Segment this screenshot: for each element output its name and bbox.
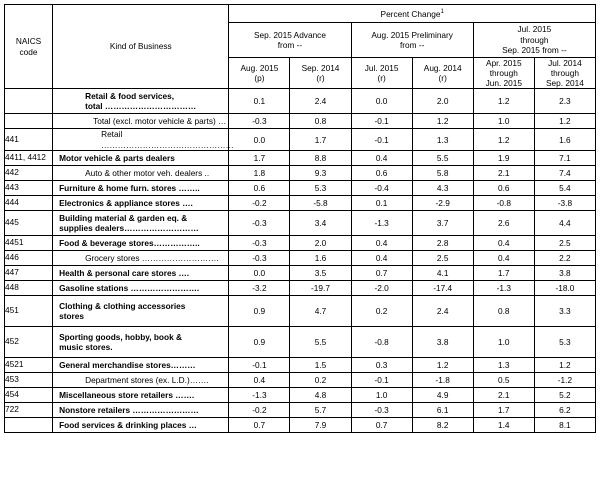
column-header-naics-code xyxy=(5,5,53,89)
kind-of-business-line: General merchandise stores……… xyxy=(59,359,196,370)
kind-of-business-line: Nonstore retailers …………………… xyxy=(59,404,199,415)
naics-code-cell: 448 xyxy=(5,281,53,296)
naics-code-cell: 452 xyxy=(5,327,53,358)
naics-code-cell xyxy=(5,418,53,433)
value-cell: 7.9 xyxy=(290,418,351,433)
value-cell: 2.1 xyxy=(473,388,534,403)
table-row xyxy=(5,89,596,114)
value-cell: 2.0 xyxy=(412,89,473,114)
value-cell: 2.0 xyxy=(290,236,351,251)
value-cell: 3.4 xyxy=(290,211,351,236)
table-row xyxy=(5,181,596,196)
column-header-aug-2015-p xyxy=(229,58,290,89)
value-cell: -0.2 xyxy=(229,403,290,418)
value-cell: 3.8 xyxy=(534,266,595,281)
table-row xyxy=(5,251,596,266)
value-cell: 8.2 xyxy=(412,418,473,433)
value-cell: 0.0 xyxy=(229,266,290,281)
kind-of-business-line: Miscellaneous store retailers ……. xyxy=(59,389,195,400)
value-cell: 2.8 xyxy=(412,236,473,251)
value-cell: 5.8 xyxy=(412,166,473,181)
value-cell: 6.1 xyxy=(412,403,473,418)
value-cell: 9.3 xyxy=(290,166,351,181)
sub-line3: Jun. 2015 xyxy=(485,78,523,89)
value-cell: 1.6 xyxy=(290,251,351,266)
kind-of-business-line: Retail & food services, xyxy=(85,90,175,101)
sub-line2: (r) xyxy=(438,73,447,84)
value-cell: 5.3 xyxy=(290,181,351,196)
kind-of-business-cell xyxy=(53,266,229,281)
value-cell: 2.2 xyxy=(534,251,595,266)
value-cell: 1.2 xyxy=(412,114,473,129)
value-cell: -0.1 xyxy=(229,358,290,373)
value-cell: 2.4 xyxy=(290,89,351,114)
kind-of-business-cell xyxy=(53,281,229,296)
kind-of-business-line: Auto & other motor veh. dealers .. xyxy=(85,167,210,178)
sub-line1: Aug. 2014 xyxy=(423,63,462,74)
sub-line2: (r) xyxy=(377,73,386,84)
sub-line2: (r) xyxy=(316,73,325,84)
value-cell: 0.6 xyxy=(229,181,290,196)
kind-of-business-cell xyxy=(53,236,229,251)
value-cell: -0.1 xyxy=(351,114,412,129)
table-body xyxy=(5,89,596,433)
table-row xyxy=(5,327,596,358)
header-row-title xyxy=(5,5,596,23)
kind-of-business-cell xyxy=(53,211,229,236)
value-cell: 0.1 xyxy=(351,196,412,211)
percent-change-label: Percent Change xyxy=(380,8,441,19)
kind-of-business-line: Clothing & clothing accessories xyxy=(59,300,186,311)
table-row xyxy=(5,388,596,403)
table-row xyxy=(5,266,596,281)
sub-line3: Sep. 2014 xyxy=(546,78,584,89)
value-cell: 8.8 xyxy=(290,151,351,166)
naics-code-cell: 444 xyxy=(5,196,53,211)
naics-code-cell: 446 xyxy=(5,251,53,266)
value-cell: 1.6 xyxy=(534,129,595,151)
value-cell: -17.4 xyxy=(412,281,473,296)
value-cell: -0.1 xyxy=(351,373,412,388)
value-cell: 0.7 xyxy=(351,266,412,281)
value-cell: -1.3 xyxy=(351,211,412,236)
value-cell: 4.4 xyxy=(534,211,595,236)
naics-code-cell: 453 xyxy=(5,373,53,388)
kind-of-business-line: Grocery stores ………………………. xyxy=(85,252,219,263)
naics-code-cell: 722 xyxy=(5,403,53,418)
value-cell: 4.1 xyxy=(412,266,473,281)
kind-of-business-cell xyxy=(53,89,229,114)
table-row xyxy=(5,114,596,129)
naics-code-cell xyxy=(5,89,53,114)
column-header-apr-2015-through-jun-2015 xyxy=(473,58,534,89)
value-cell: 4.8 xyxy=(290,388,351,403)
value-cell: 2.5 xyxy=(412,251,473,266)
value-cell: -1.2 xyxy=(534,373,595,388)
kind-of-business-line: Total (excl. motor vehicle & parts) … xyxy=(93,116,227,127)
table-row xyxy=(5,418,596,433)
group-line2: through xyxy=(520,34,549,45)
value-cell: 0.6 xyxy=(351,166,412,181)
sub-line2: through xyxy=(550,68,579,79)
kind-of-business-cell xyxy=(53,418,229,433)
value-cell: 1.2 xyxy=(473,129,534,151)
naics-code-cell: 443 xyxy=(5,181,53,196)
value-cell: 1.8 xyxy=(229,166,290,181)
value-cell: 0.4 xyxy=(473,251,534,266)
sub-line2: (p) xyxy=(254,73,265,84)
value-cell: -0.3 xyxy=(229,211,290,236)
table-row xyxy=(5,129,596,151)
value-cell: 1.2 xyxy=(534,114,595,129)
table-row xyxy=(5,166,596,181)
column-header-sep-2014-r xyxy=(290,58,351,89)
value-cell: -3.2 xyxy=(229,281,290,296)
table-row xyxy=(5,151,596,166)
naics-code-cell xyxy=(5,114,53,129)
value-cell: 0.4 xyxy=(351,151,412,166)
naics-code-cell: 447 xyxy=(5,266,53,281)
kind-of-business-cell xyxy=(53,166,229,181)
value-cell: 0.8 xyxy=(473,296,534,327)
kind-of-business-cell xyxy=(53,296,229,327)
kind-of-business-label: Kind of Business xyxy=(109,41,172,52)
value-cell: -18.0 xyxy=(534,281,595,296)
value-cell: -0.3 xyxy=(229,236,290,251)
kind-of-business-line: Food & beverage stores…………….. xyxy=(59,237,200,248)
column-group-jul-2015-through-sep-2015 xyxy=(473,23,595,58)
value-cell: 0.4 xyxy=(229,373,290,388)
naics-code-cell: 4521 xyxy=(5,358,53,373)
value-cell: 6.2 xyxy=(534,403,595,418)
value-cell: 1.2 xyxy=(534,358,595,373)
kind-of-business-cell xyxy=(53,114,229,129)
sub-line1: Aug. 2015 xyxy=(240,63,279,74)
kind-of-business-cell xyxy=(53,151,229,166)
value-cell: 0.4 xyxy=(351,236,412,251)
kind-of-business-line: Building material & garden eq. & xyxy=(59,212,188,223)
value-cell: -2.0 xyxy=(351,281,412,296)
column-header-jul-2015-r xyxy=(351,58,412,89)
value-cell: 5.3 xyxy=(534,327,595,358)
table-header xyxy=(5,5,596,89)
value-cell: -0.8 xyxy=(351,327,412,358)
group-line3: Sep. 2015 from -- xyxy=(502,45,567,56)
naics-code-cell: 442 xyxy=(5,166,53,181)
value-cell: 5.5 xyxy=(290,327,351,358)
value-cell: 2.4 xyxy=(412,296,473,327)
value-cell: 4.3 xyxy=(412,181,473,196)
retail-sales-table xyxy=(4,4,596,433)
kind-of-business-line: supplies dealers……………………… xyxy=(59,223,199,234)
value-cell: 0.7 xyxy=(229,418,290,433)
table-row xyxy=(5,196,596,211)
naics-code-line2: code xyxy=(19,46,38,57)
group-line1: Aug. 2015 Preliminary xyxy=(371,29,453,40)
value-cell: 3.7 xyxy=(412,211,473,236)
value-cell: 0.1 xyxy=(229,89,290,114)
group-line2: from -- xyxy=(399,40,425,50)
value-cell: 1.9 xyxy=(473,151,534,166)
column-header-jul-2014-through-sep-2014 xyxy=(534,58,595,89)
value-cell: 2.3 xyxy=(534,89,595,114)
value-cell: 1.4 xyxy=(473,418,534,433)
sub-line1: Jul. 2015 xyxy=(364,63,399,74)
value-cell: 5.2 xyxy=(534,388,595,403)
kind-of-business-line: Retail ………………………………………… xyxy=(101,129,234,150)
table-row xyxy=(5,236,596,251)
value-cell: -5.8 xyxy=(290,196,351,211)
sub-line1: Apr. 2015 xyxy=(486,58,522,68)
value-cell: 0.8 xyxy=(290,114,351,129)
value-cell: 5.5 xyxy=(412,151,473,166)
value-cell: 1.2 xyxy=(412,358,473,373)
naics-code-cell: 445 xyxy=(5,211,53,236)
value-cell: 5.4 xyxy=(534,181,595,196)
value-cell: 1.3 xyxy=(412,129,473,151)
value-cell: -0.3 xyxy=(229,251,290,266)
value-cell: 5.7 xyxy=(290,403,351,418)
naics-code-cell: 4411, 4412 xyxy=(5,151,53,166)
group-line2: from -- xyxy=(277,40,303,50)
kind-of-business-line: Furniture & home furn. stores …….. xyxy=(59,182,200,193)
column-header-aug-2014-r xyxy=(412,58,473,89)
table-row xyxy=(5,296,596,327)
table-row xyxy=(5,281,596,296)
group-line1: Jul. 2015 xyxy=(517,24,552,35)
value-cell: 0.7 xyxy=(351,418,412,433)
table-row xyxy=(5,373,596,388)
value-cell: 1.0 xyxy=(473,327,534,358)
kind-of-business-cell xyxy=(53,373,229,388)
table-row xyxy=(5,358,596,373)
kind-of-business-line: stores xyxy=(59,311,84,322)
value-cell: 3.5 xyxy=(290,266,351,281)
naics-code-cell: 454 xyxy=(5,388,53,403)
kind-of-business-cell xyxy=(53,251,229,266)
value-cell: -0.3 xyxy=(229,114,290,129)
value-cell: -3.8 xyxy=(534,196,595,211)
value-cell: 7.1 xyxy=(534,151,595,166)
value-cell: 1.0 xyxy=(351,388,412,403)
value-cell: 3.3 xyxy=(534,296,595,327)
value-cell: 3.8 xyxy=(412,327,473,358)
kind-of-business-cell xyxy=(53,129,234,151)
value-cell: -0.1 xyxy=(351,129,412,151)
value-cell: 1.7 xyxy=(229,151,290,166)
sub-line1: Jul. 2014 xyxy=(548,58,582,68)
kind-of-business-line: Health & personal care stores …. xyxy=(59,267,190,278)
value-cell: 4.9 xyxy=(412,388,473,403)
value-cell: 0.2 xyxy=(290,373,351,388)
value-cell: 0.9 xyxy=(229,296,290,327)
kind-of-business-cell xyxy=(53,388,229,403)
value-cell: 0.5 xyxy=(473,373,534,388)
naics-code-cell: 451 xyxy=(5,296,53,327)
value-cell: -0.4 xyxy=(351,181,412,196)
sub-line1: Sep. 2014 xyxy=(301,63,340,74)
value-cell: 2.6 xyxy=(473,211,534,236)
column-header-kind-of-business xyxy=(53,5,229,89)
kind-of-business-cell xyxy=(53,181,229,196)
kind-of-business-line: music stores. xyxy=(59,342,113,353)
value-cell: 2.5 xyxy=(534,236,595,251)
value-cell: -2.9 xyxy=(412,196,473,211)
column-header-percent-change xyxy=(229,5,596,23)
naics-code-cell: 4451 xyxy=(5,236,53,251)
sub-line2: through xyxy=(489,68,518,79)
column-group-sep-2015-advance xyxy=(229,23,351,58)
group-line1: Sep. 2015 Advance xyxy=(253,29,326,40)
value-cell: 1.7 xyxy=(473,403,534,418)
value-cell: -19.7 xyxy=(290,281,351,296)
kind-of-business-line: Electronics & appliance stores …. xyxy=(59,197,193,208)
kind-of-business-cell xyxy=(53,196,229,211)
value-cell: 1.0 xyxy=(473,114,534,129)
value-cell: -0.8 xyxy=(473,196,534,211)
value-cell: 1.7 xyxy=(473,266,534,281)
value-cell: 2.1 xyxy=(473,166,534,181)
kind-of-business-line: Motor vehicle & parts dealers xyxy=(59,152,175,163)
value-cell: 1.2 xyxy=(473,89,534,114)
kind-of-business-line: total …………………………… xyxy=(85,101,197,112)
naics-code-line1: NAICS xyxy=(15,35,42,46)
value-cell: 1.5 xyxy=(290,358,351,373)
value-cell: 0.9 xyxy=(229,327,290,358)
value-cell: 4.7 xyxy=(290,296,351,327)
value-cell: 1.3 xyxy=(473,358,534,373)
value-cell: -1.3 xyxy=(229,388,290,403)
value-cell: 0.4 xyxy=(473,236,534,251)
kind-of-business-line: Food services & drinking places … xyxy=(59,419,197,430)
kind-of-business-line: Sporting goods, hobby, book & xyxy=(59,331,182,342)
value-cell: 0.0 xyxy=(351,89,412,114)
kind-of-business-line: Department stores (ex. L.D.)……. xyxy=(85,374,209,385)
table-row xyxy=(5,211,596,236)
value-cell: 0.0 xyxy=(229,129,290,151)
value-cell: 1.7 xyxy=(290,129,351,151)
value-cell: -0.2 xyxy=(229,196,290,211)
kind-of-business-cell xyxy=(53,358,229,373)
value-cell: 8.1 xyxy=(534,418,595,433)
kind-of-business-cell xyxy=(53,327,229,358)
value-cell: 0.6 xyxy=(473,181,534,196)
naics-code-cell: 441 xyxy=(5,129,53,151)
value-cell: 0.3 xyxy=(351,358,412,373)
value-cell: 0.4 xyxy=(351,251,412,266)
kind-of-business-line: Gasoline stations ……………………. xyxy=(59,282,200,293)
value-cell: -1.8 xyxy=(412,373,473,388)
value-cell: -0.3 xyxy=(351,403,412,418)
column-group-aug-2015-preliminary xyxy=(351,23,473,58)
value-cell: 7.4 xyxy=(534,166,595,181)
value-cell: 0.2 xyxy=(351,296,412,327)
kind-of-business-cell xyxy=(53,403,229,418)
percent-change-footnote-marker: 1 xyxy=(440,8,444,15)
value-cell: -1.3 xyxy=(473,281,534,296)
table-row xyxy=(5,403,596,418)
